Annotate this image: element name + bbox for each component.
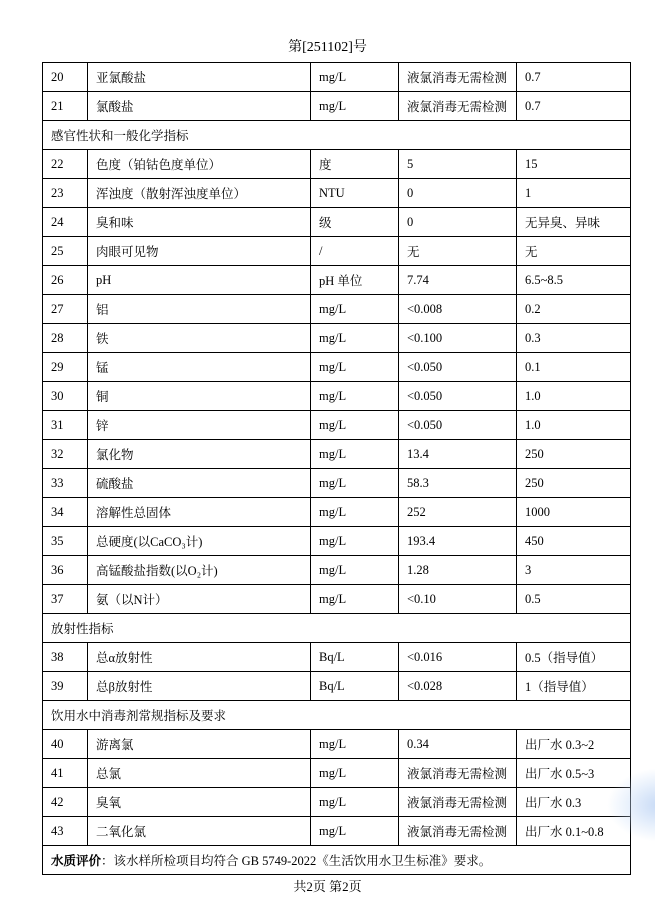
row-number: 29 [43, 353, 88, 382]
item-limit: 出厂水 0.3 [517, 788, 631, 817]
results-table-body [43, 63, 631, 846]
table-row [43, 788, 631, 817]
table-row [43, 759, 631, 788]
item-limit: 1（指导值） [517, 672, 631, 701]
item-unit: mg/L [311, 295, 399, 324]
item-result: <0.050 [399, 382, 517, 411]
row-number: 27 [43, 295, 88, 324]
item-result: 13.4 [399, 440, 517, 469]
item-name: 肉眼可见物 [88, 237, 311, 266]
row-number: 20 [43, 63, 88, 92]
section-title: 感官性状和一般化学指标 [43, 121, 631, 150]
item-unit: mg/L [311, 353, 399, 382]
row-number: 36 [43, 556, 88, 585]
item-result: <0.028 [399, 672, 517, 701]
item-unit: mg/L [311, 556, 399, 585]
row-number: 41 [43, 759, 88, 788]
item-result: <0.050 [399, 411, 517, 440]
table-row [43, 527, 631, 556]
item-unit: mg/L [311, 788, 399, 817]
item-result: 液氯消毒无需检测 [399, 817, 517, 846]
page-footer: 共2页 第2页 [293, 879, 362, 894]
item-name: 高锰酸盐指数(以O₂计) [88, 556, 311, 585]
table-row [43, 440, 631, 469]
item-name: 总α放射性 [88, 643, 311, 672]
item-limit: 0.5 [517, 585, 631, 614]
table-row [43, 63, 631, 92]
item-name: 锌 [88, 411, 311, 440]
row-number: 40 [43, 730, 88, 759]
item-result: <0.050 [399, 353, 517, 382]
section-title: 放射性指标 [43, 614, 631, 643]
item-limit: 1 [517, 179, 631, 208]
item-limit: 1.0 [517, 411, 631, 440]
table-row [43, 672, 631, 701]
item-name: 硫酸盐 [88, 469, 311, 498]
item-unit: mg/L [311, 759, 399, 788]
item-limit: 0.7 [517, 63, 631, 92]
item-result: 1.28 [399, 556, 517, 585]
item-name: 浑浊度（散射浑浊度单位） [88, 179, 311, 208]
item-name: 氯化物 [88, 440, 311, 469]
row-number: 42 [43, 788, 88, 817]
item-result: 无 [399, 237, 517, 266]
table-row [43, 585, 631, 614]
row-number: 39 [43, 672, 88, 701]
item-unit: mg/L [311, 382, 399, 411]
item-name: 臭和味 [88, 208, 311, 237]
evaluation-row [43, 846, 631, 875]
row-number: 25 [43, 237, 88, 266]
item-result: 5 [399, 150, 517, 179]
item-limit: 250 [517, 469, 631, 498]
section-row [43, 701, 631, 730]
item-unit: mg/L [311, 324, 399, 353]
evaluation-cell [43, 846, 631, 875]
item-name: 臭氧 [88, 788, 311, 817]
table-row [43, 498, 631, 527]
item-limit: 450 [517, 527, 631, 556]
item-name: 锰 [88, 353, 311, 382]
item-unit: mg/L [311, 92, 399, 121]
item-name: 亚氯酸盐 [88, 63, 311, 92]
table-row [43, 179, 631, 208]
item-limit: 无异臭、异味 [517, 208, 631, 237]
row-number: 32 [43, 440, 88, 469]
item-unit: mg/L [311, 63, 399, 92]
item-unit: mg/L [311, 498, 399, 527]
table-row [43, 556, 631, 585]
item-name: 氯酸盐 [88, 92, 311, 121]
item-limit: 0.1 [517, 353, 631, 382]
item-limit: 15 [517, 150, 631, 179]
row-number: 26 [43, 266, 88, 295]
table-row [43, 469, 631, 498]
table-row [43, 266, 631, 295]
item-limit: 0.7 [517, 92, 631, 121]
table-row [43, 324, 631, 353]
item-name: 总β放射性 [88, 672, 311, 701]
row-number: 37 [43, 585, 88, 614]
item-result: 7.74 [399, 266, 517, 295]
row-number: 23 [43, 179, 88, 208]
item-unit: mg/L [311, 817, 399, 846]
item-result: 58.3 [399, 469, 517, 498]
item-name: 色度（铂钴色度单位） [88, 150, 311, 179]
item-name: 游离氯 [88, 730, 311, 759]
evaluation-label: 水质评价 [51, 854, 102, 868]
item-unit: mg/L [311, 527, 399, 556]
table-row [43, 150, 631, 179]
item-result: 0 [399, 179, 517, 208]
item-unit: mg/L [311, 411, 399, 440]
table-row [43, 643, 631, 672]
item-unit: pH 单位 [311, 266, 399, 295]
item-limit: 0.3 [517, 324, 631, 353]
section-row [43, 121, 631, 150]
item-limit: 1.0 [517, 382, 631, 411]
section-row [43, 614, 631, 643]
item-result: <0.100 [399, 324, 517, 353]
item-unit: Bq/L [311, 672, 399, 701]
item-unit: Bq/L [311, 643, 399, 672]
item-name: 铝 [88, 295, 311, 324]
item-unit: mg/L [311, 440, 399, 469]
item-unit: 度 [311, 150, 399, 179]
evaluation-text: ：该水样所检项目均符合 GB 5749-2022《生活饮用水卫生标准》要求。 [101, 854, 492, 868]
item-result: 液氯消毒无需检测 [399, 788, 517, 817]
row-number: 34 [43, 498, 88, 527]
item-unit: mg/L [311, 585, 399, 614]
document-number: 第[251102]号 [288, 40, 367, 55]
item-limit: 6.5~8.5 [517, 266, 631, 295]
item-name: 氨（以N计） [88, 585, 311, 614]
item-limit: 0.5（指导值） [517, 643, 631, 672]
item-result: 液氯消毒无需检测 [399, 759, 517, 788]
item-name: 铜 [88, 382, 311, 411]
item-unit: 级 [311, 208, 399, 237]
item-result: 液氯消毒无需检测 [399, 63, 517, 92]
item-unit: NTU [311, 179, 399, 208]
item-limit: 出厂水 0.3~2 [517, 730, 631, 759]
item-name: 总氯 [88, 759, 311, 788]
item-result: <0.008 [399, 295, 517, 324]
item-result: 193.4 [399, 527, 517, 556]
item-limit: 1000 [517, 498, 631, 527]
row-number: 35 [43, 527, 88, 556]
item-limit: 250 [517, 440, 631, 469]
row-number: 31 [43, 411, 88, 440]
table-row [43, 730, 631, 759]
water-quality-table [42, 62, 631, 875]
item-name: 总硬度(以CaCO₃计) [88, 527, 311, 556]
item-result: 液氯消毒无需检测 [399, 92, 517, 121]
row-number: 21 [43, 92, 88, 121]
item-limit: 出厂水 0.5~3 [517, 759, 631, 788]
item-result: <0.10 [399, 585, 517, 614]
row-number: 38 [43, 643, 88, 672]
item-result: <0.016 [399, 643, 517, 672]
item-name: pH [88, 266, 311, 295]
item-limit: 无 [517, 237, 631, 266]
table-row [43, 208, 631, 237]
item-unit: mg/L [311, 469, 399, 498]
item-limit: 0.2 [517, 295, 631, 324]
table-row [43, 817, 631, 846]
row-number: 24 [43, 208, 88, 237]
section-title: 饮用水中消毒剂常规指标及要求 [43, 701, 631, 730]
row-number: 30 [43, 382, 88, 411]
table-row [43, 92, 631, 121]
table-row [43, 237, 631, 266]
table-row [43, 295, 631, 324]
table-row [43, 353, 631, 382]
item-unit: mg/L [311, 730, 399, 759]
item-unit: / [311, 237, 399, 266]
table-row [43, 411, 631, 440]
item-name: 溶解性总固体 [88, 498, 311, 527]
row-number: 43 [43, 817, 88, 846]
row-number: 28 [43, 324, 88, 353]
row-number: 22 [43, 150, 88, 179]
item-result: 0.34 [399, 730, 517, 759]
item-name: 二氧化氯 [88, 817, 311, 846]
item-result: 252 [399, 498, 517, 527]
item-name: 铁 [88, 324, 311, 353]
table-row [43, 382, 631, 411]
item-limit: 3 [517, 556, 631, 585]
item-result: 0 [399, 208, 517, 237]
item-limit: 出厂水 0.1~0.8 [517, 817, 631, 846]
row-number: 33 [43, 469, 88, 498]
